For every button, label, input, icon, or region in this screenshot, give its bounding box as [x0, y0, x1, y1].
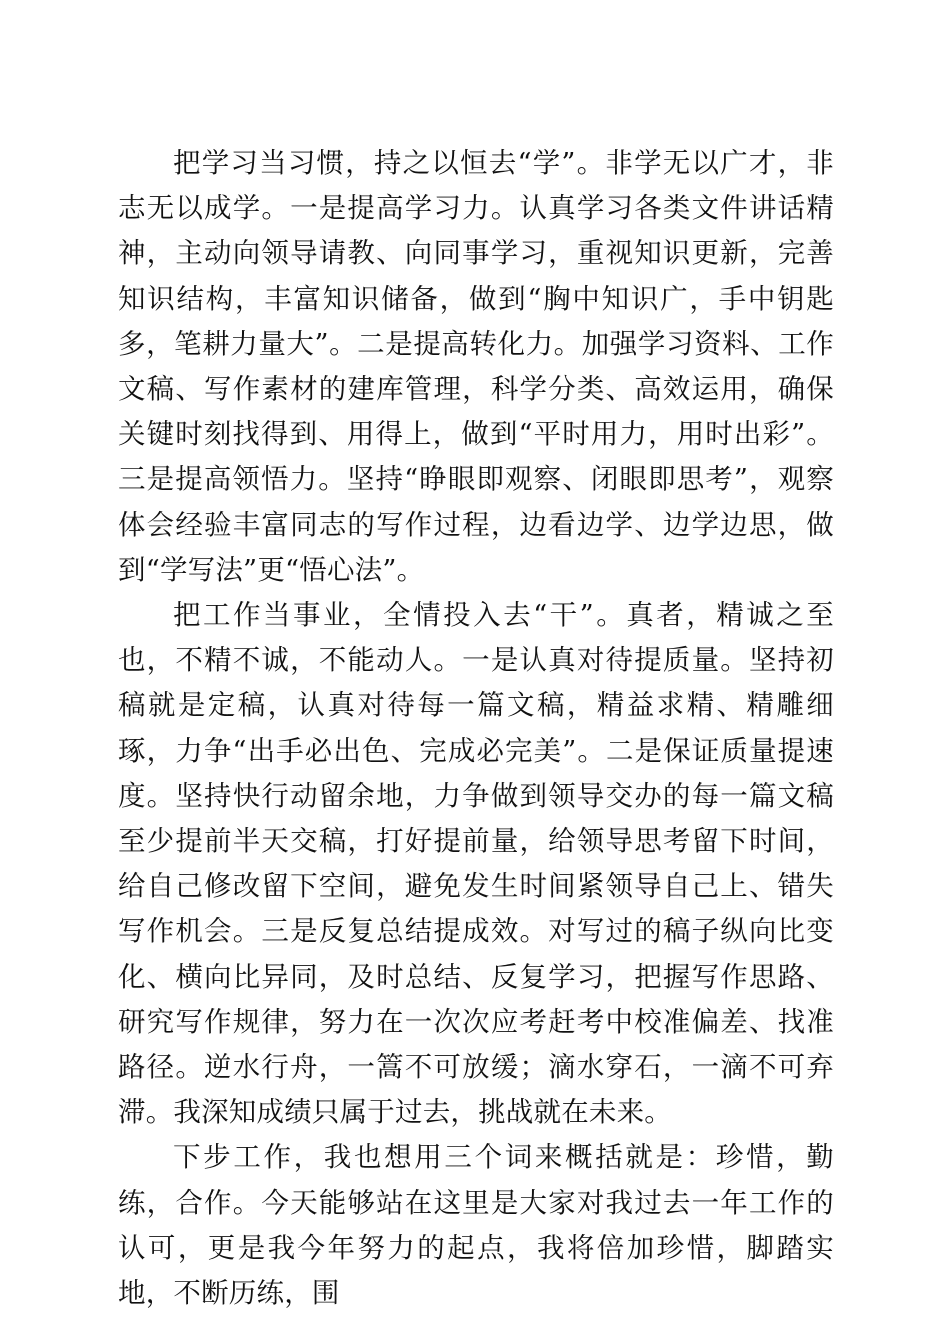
- paragraph-study: 把学习当习惯，持之以恒去“学”。非学无以广才，非志无以成学。一是提高学习力。认真学习各类文件讲话精神，主动向领导请教、向同事学习，重视知识更新，完善知识结构，丰富知识储备，做到“胸中知识广，手中钥匙多，笔耕力量大”。二是提高转化力。加强学习资料、工作文稿、写作素材的建库管理，科学分类、高效运用，确保关键时刻找得到、用得上，做到“平时用力，用时出彩”。三是提高领悟力。坚持“睁眼即观察、闭眼即思考”，观察体会经验丰富同志的写作过程，边看边学、边学边思，做到“学写法”更“悟心法”。: [118, 147, 834, 586]
- document-page: [118, 141, 834, 1316]
- paragraph-work: 把工作当事业，全情投入去“干”。真者，精诚之至也，不精不诚，不能动人。一是认真对待提质量。坚持初稿就是定稿，认真对待每一篇文稿，精益求精、精雕细琢，力争“出手必出色、完成必完美”。二是保证质量提速度。坚持快行动留余地，力争做到领导交办的每一篇文稿至少提前半天交稿，打好提前量，给领导思考留下时间，给自己修改留下空间，避免发生时间紧领导自己上、错失写作机会。三是反复总结提成效。对写过的稿子纵向比变化、横向比异同，及时总结、反复学习，把握写作思路、研究写作规律，努力在一次次应考赶考中校准偏差、找准路径。逆水行舟，一篙不可放缓；滴水穿石，一滴不可弃滞。我深知成绩只属于过去，挑战就在未来。: [118, 599, 834, 1129]
- paragraph-next-steps: 下步工作，我也想用三个词来概括就是：珍惜，勤练，合作。今天能够站在这里是大家对我过去一年工作的认可，更是我今年努力的起点，我将倍加珍惜，脚踏实地，不断历练，围: [118, 1141, 834, 1310]
